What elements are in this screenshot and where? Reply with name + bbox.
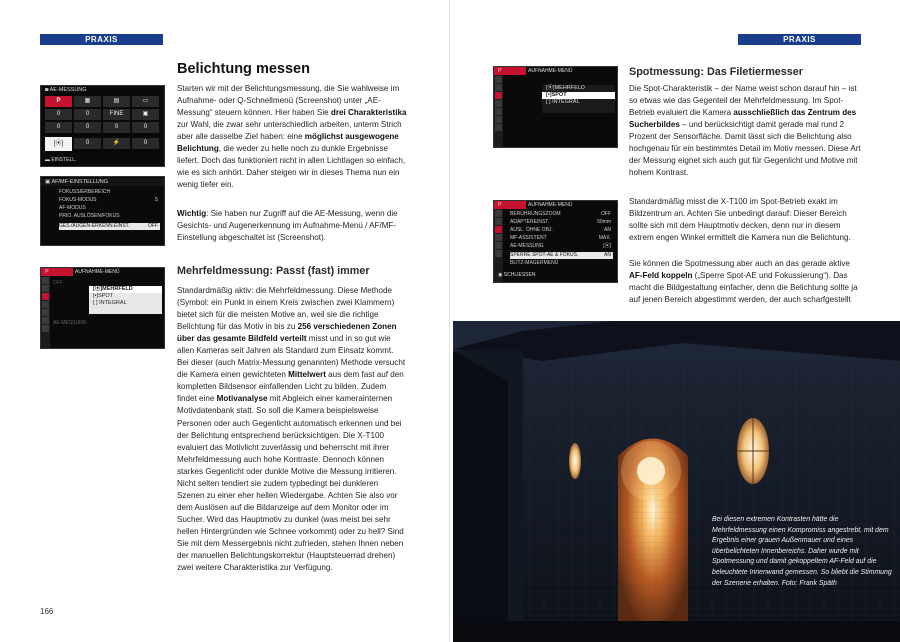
option-multi: [⦿]MEHRFELD bbox=[89, 286, 162, 293]
menu-item-selected: GES./AUGEN-ERKENN.EINST. OFF bbox=[59, 223, 158, 229]
menu-item: AUSL. OHNE OBJ. AN bbox=[510, 227, 611, 233]
menu-item: AF-MODUS bbox=[59, 205, 86, 211]
tile-quality: FINE bbox=[103, 109, 130, 120]
screen-title: AUFNAHME-MENÜ bbox=[528, 68, 573, 74]
menu-sidebar bbox=[41, 276, 50, 348]
screen-tab: P bbox=[41, 268, 73, 276]
camera-screenshot-metering bbox=[40, 267, 165, 349]
tile: 0 bbox=[45, 122, 72, 133]
tile: ▤ bbox=[103, 96, 130, 107]
option-multi: [⦿]MEHRFELD bbox=[546, 85, 585, 91]
intro-paragraph: Starten wir mit der Belichtungsmessung, die Sie wahlweise im Aufnahme- oder Q-Schnellmenü (Screenshot) unter „AE-Messung“ steuern können. Hier haben Sie drei Charakteristika zur Wahl, die zwar sehr unterschiedlich arbeiten, unterm Strich aber alle dasselbe Ziel haben: eine möglichst ausgewogene Belichtung, die weder zu helle noch zu dunkle Ergebnisse liefert. Doch das funktioniert nicht in allen Lichtlagen so einfach, wie es sich anhört. Daher steigen wir in dieses Thema nun ein wenig tiefer ein. bbox=[177, 84, 407, 190]
screen-title: ▣ AF/MF-EINSTELLUNG bbox=[41, 178, 164, 186]
menu-item-selected: SPERRE SPOT-AE & FOKUS. AN bbox=[510, 252, 611, 258]
tile: 0 bbox=[132, 138, 159, 149]
menu-item: FOKUSSIERBEREICH bbox=[59, 189, 111, 195]
menu-item-dim: OFF bbox=[53, 280, 63, 286]
metering-popup bbox=[89, 286, 162, 314]
flash-icon: ⚡ bbox=[103, 138, 130, 149]
screen-footer: ▬ EINSTELL. bbox=[45, 157, 77, 163]
spot-paragraph-2: Standardmäßig misst die X-T100 im Spot-Betrieb exakt im Bildzentrum an. Achten Sie unbedingt darauf: Dieser Bereich sollte sich mit dem Hauptmotiv decken, denn nur in diesem extrem engen Winkel ermittelt die Kamera nun die Belichtung. bbox=[629, 197, 851, 243]
section-tag: PRAXIS bbox=[738, 34, 861, 45]
screen-title: ◙ AE-MESSUNG bbox=[45, 87, 87, 93]
menu-item: BLITZ-MAGERMENÜ bbox=[510, 260, 559, 266]
menu-item: MF-ASSISTENT MAX. bbox=[510, 235, 611, 241]
menu-item: PRIO. AUSLÖSEN/FOKUS bbox=[59, 213, 120, 219]
screen-title: AUFNAHME-MENÜ bbox=[75, 269, 120, 275]
button-icon: ▬ bbox=[45, 157, 50, 163]
menu-item: FOKUS-MODUS S bbox=[59, 197, 158, 203]
note-paragraph: Wichtig: Sie haben nur Zugriff auf die AE-Messung, wenn die Gesichts- und Augenerkennung im Aufnahme-Menü / AF/MF-Einstellung abgeschaltet ist (Screenshot). bbox=[177, 209, 398, 243]
integral-metering-icon: [ ] bbox=[93, 300, 100, 306]
option-spot: [•]SPOT bbox=[93, 293, 113, 299]
spot-paragraph-1: Die Spot-Charakteristik – der Name weist schon darauf hin – ist so etwas wie das Gegenteil der Mehrfeldmessung. Im Spot-Betrieb evaluiert die Kamera ausschließlich das Zentrum des Sucherbildes – und berücksichtigt damit gerade mal rund 2 Prozent der Sensorfläche. Damit lässt sich die Belichtung also hochgenau für ein bestimmtes Detail im Motiv messen. Diese Art der Messung eignet sich auch gut für Gegenlicht und Motive mit hohem Kontrast. bbox=[629, 84, 861, 178]
subsection-title: Mehrfeldmessung: Passt (fast) immer bbox=[177, 265, 370, 277]
menu-item-dim: AE-MESSUNG bbox=[53, 320, 87, 326]
tile: 0 bbox=[132, 122, 159, 133]
tile: 0 bbox=[45, 109, 72, 120]
section-title: Belichtung messen bbox=[177, 61, 310, 77]
back-button-icon: ◉ bbox=[498, 272, 503, 278]
spot-metering-icon: [•] bbox=[93, 293, 98, 299]
tile: ▭ bbox=[132, 96, 159, 107]
camera-screenshot-shooting-menu bbox=[493, 200, 618, 283]
tile-metering-selected: [⦿] bbox=[45, 137, 72, 151]
tile: 0 bbox=[103, 122, 130, 133]
photo-caption: Bei diesen extremen Kontrasten hätte die Mehrfeldmessung einen Kompromiss angestrebt, mit dem Ergebnis einer grauen Außenmauer und eines überbelichteten Innenbereichs. Daher wurde mit Spotmessung und damit gekoppeltem AF-Feld auf die beleuchtete Innenwand gemessen. So bliebt die Stimmung der Szenerie erhalten. Foto: Frank Späth bbox=[712, 516, 892, 587]
camera-screenshot-afmf bbox=[40, 176, 165, 246]
menu-item: ADAPTEREINST. 50mm bbox=[510, 219, 611, 225]
screen-tab: P bbox=[494, 67, 526, 75]
screen-tab: P bbox=[494, 201, 526, 209]
camera-screenshot-q-menu bbox=[40, 85, 165, 167]
menu-item: AE-MESSUNG [⦿] bbox=[510, 243, 611, 249]
tile: 0 bbox=[74, 109, 101, 120]
multi-metering-icon: [⦿] bbox=[93, 286, 103, 292]
tile: ▦ bbox=[74, 96, 101, 107]
option-spot: [•]SPOT bbox=[542, 92, 615, 99]
option-integral: [ ] INTEGRAL bbox=[546, 99, 580, 105]
body-paragraph: Standardmäßig aktiv: die Mehrfeldmessung. Diese Methode (Symbol: ein Punkt in einem Kreis zwischen zwei Klammern) bietet sich für die meisten Motive an, weil sie die richtige Belichtung für das Motiv in bis zu 256 verschiedenen Zonen über das gesamte Bildfeld verteilt misst und in so gut wie allen Kameras seit Jahren als Standard zum Einsatz kommt. Bei dieser (auch Matrix-Messung genannten) Methode versucht die Kamera einen gewichteten Mittelwert aus dem fast auf den kompletten Bildsensor einfallenden Licht zu bilden. Zudem findet eine Motivanalyse mit Abgleich einer kamerainternen Motivdatenbank statt. So soll die Kamera beispielsweise Personen oder auch Gegenlicht automatisch erkennen und bei der Belichtung entsprechend berücksichtigen. Die X-T100 evaluiert das Motivlicht zuverlässig und beherrscht mit ihrer Mehrfeldmessung auch hohe Kontraste. Dennoch können starkes Gegenlicht oder dunkle Motive die Messung irritieren. Nicht selten tendiert sie zudem typbedingt bei dunkleren Szenen zu einer eher hellen Wiedergabe. Achten Sie also vor dem Auslösen auf die Bildanzeige auf dem Monitor oder im Sucher. Wird das Hauptmotiv zu dunkel (was meist bei sehr hellen Hintergründen wie Schnee vorkommt) oder zu hell? Sind Sie mit dem Messergebnis nicht zufrieden, stehen Ihnen neben der manuellen Belichtungskorrektur (Hauptsteuerrad drehen) zwei weitere Charakteristika zur Verfügung. bbox=[177, 286, 406, 573]
camera-screenshot-metering-spot bbox=[493, 66, 618, 148]
screen-footer: ◉ SCHLIESSEN bbox=[498, 272, 536, 278]
metering-popup bbox=[542, 85, 615, 113]
night-doorway-photo bbox=[453, 321, 900, 642]
option-integral: [ ] INTEGRAL bbox=[93, 300, 127, 306]
section-title: Spotmessung: Das Filetiermesser bbox=[629, 66, 804, 78]
tile-program: P bbox=[45, 96, 72, 107]
tile: ▣ bbox=[132, 109, 159, 120]
ae-icon: ◙ bbox=[45, 87, 49, 93]
page-number: 166 bbox=[40, 607, 54, 616]
menu-sidebar bbox=[494, 75, 503, 147]
tile: 0 bbox=[74, 138, 101, 149]
af-icon: ▣ bbox=[45, 179, 51, 185]
menu-item: BERÜHRUNGSZOOM OFF bbox=[510, 211, 611, 217]
tile: 0 bbox=[74, 122, 101, 133]
screen-title: AUFNAHME-MENÜ bbox=[528, 202, 573, 208]
left-page bbox=[0, 0, 449, 642]
spot-paragraph-3: Sie können die Spotmessung aber auch an das gerade aktive AF-Feld koppeln („Sperre Spot-AE und Fokussierung“). Das macht die Bildgestaltung einfacher, denn die Belichtung sollte ja auf jenen Bereich abgestimmt werden, der auch scharfgestellt bbox=[629, 259, 858, 305]
example-photo bbox=[453, 321, 900, 642]
section-tag: PRAXIS bbox=[40, 34, 163, 45]
